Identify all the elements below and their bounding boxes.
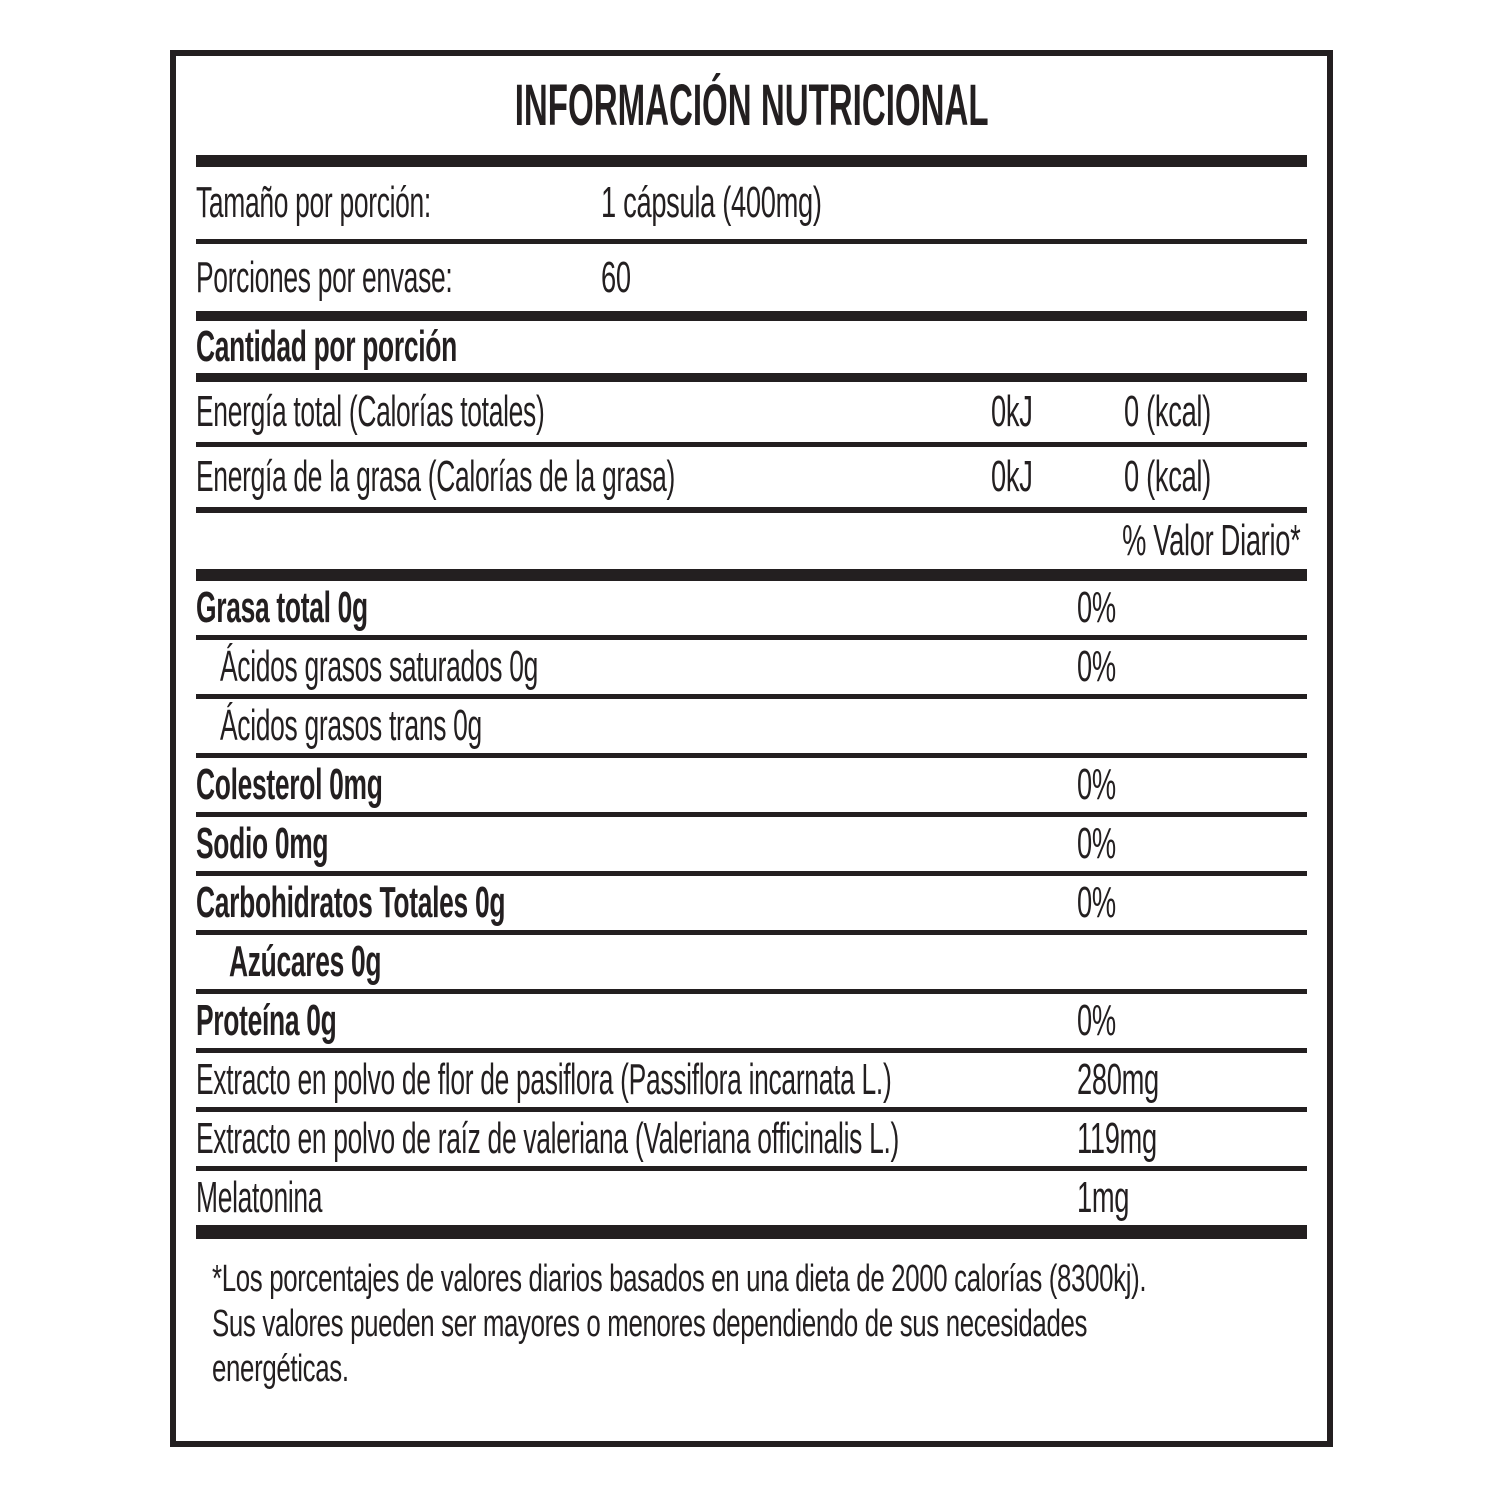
valerian-extract-label: Extracto en polvo de raíz de valeriana (Valeriana officinalis L.)	[196, 1114, 899, 1163]
divider-extra-thick	[196, 1225, 1307, 1239]
footnote-text: *Los porcentajes de valores diarios basados en una dieta de 2000 calorías (8300kj).	[212, 1258, 1147, 1300]
energy-fat-label: Energía de la grasa (Calorías de la grasa)	[196, 452, 675, 501]
row-servings-per-container	[196, 244, 1307, 311]
trans-fat-label: Ácidos grasos trans 0g	[220, 701, 482, 750]
valerian-extract-amount: 119mg	[1077, 1114, 1157, 1163]
section-header-label: Cantidad por porción	[196, 322, 457, 371]
row-trans-fat	[196, 699, 1307, 753]
row-passionflower-extract	[196, 1053, 1307, 1107]
sodium-daily-value: 0%	[1077, 819, 1116, 868]
divider-thick	[196, 373, 1307, 382]
footnote-text: Sus valores pueden ser mayores o menores dependiendo de sus necesidades	[212, 1303, 1088, 1345]
row-energy-fat	[196, 447, 1307, 507]
saturated-fat-daily-value: 0%	[1077, 642, 1116, 691]
sugars-label: Azúcares 0g	[229, 937, 382, 986]
label-content	[176, 56, 1327, 1441]
row-total-fat	[196, 581, 1307, 635]
row-saturated-fat	[196, 640, 1307, 694]
protein-label: Proteína 0g	[196, 996, 337, 1045]
row-total-carbohydrate	[196, 876, 1307, 930]
cholesterol-daily-value: 0%	[1077, 760, 1116, 809]
total-fat-daily-value: 0%	[1077, 583, 1116, 632]
row-energy-total	[196, 382, 1307, 442]
serving-size-label: Tamaño por porción:	[196, 178, 431, 227]
serving-size-value: 1 cápsula (400mg)	[601, 178, 822, 227]
melatonin-label: Melatonina	[196, 1173, 323, 1222]
row-sugars	[196, 935, 1307, 989]
passionflower-extract-amount: 280mg	[1077, 1055, 1159, 1104]
daily-value-footnote	[196, 1239, 1307, 1392]
divider-thick	[196, 569, 1307, 581]
row-amount-per-serving	[196, 321, 1307, 373]
daily-value-header-label: % Valor Diario*	[1122, 516, 1301, 565]
row-protein	[196, 994, 1307, 1048]
energy-total-label: Energía total (Calorías totales)	[196, 387, 545, 436]
row-melatonin	[196, 1171, 1307, 1225]
row-serving-size	[196, 167, 1307, 239]
energy-fat-kj-value: 0kJ	[991, 452, 1033, 501]
total-carbohydrate-label: Carbohidratos Totales 0g	[196, 878, 506, 927]
energy-total-kcal-value: 0 (kcal)	[1124, 387, 1211, 436]
footnote-text: energéticas.	[212, 1348, 349, 1390]
melatonin-amount: 1mg	[1077, 1173, 1130, 1222]
label-title: INFORMACIÓN NUTRICIONAL	[514, 73, 989, 138]
row-daily-value-header	[196, 513, 1307, 569]
cholesterol-label: Colesterol 0mg	[196, 760, 383, 809]
divider-thick	[196, 311, 1307, 321]
row-sodium	[196, 817, 1307, 871]
row-cholesterol	[196, 758, 1307, 812]
passionflower-extract-label: Extracto en polvo de flor de pasiflora (Passiflora incarnata L.)	[196, 1055, 892, 1104]
nutrition-facts-label	[170, 50, 1333, 1447]
footnote-line	[212, 1302, 1307, 1347]
footnote-line	[212, 1347, 1307, 1392]
total-fat-label: Grasa total 0g	[196, 583, 368, 632]
sodium-label: Sodio 0mg	[196, 819, 329, 868]
protein-daily-value: 0%	[1077, 996, 1116, 1045]
footnote-line	[212, 1257, 1307, 1302]
servings-count-value: 60	[601, 252, 631, 302]
energy-total-kj-value: 0kJ	[991, 387, 1033, 436]
servings-count-label: Porciones por envase:	[196, 252, 453, 302]
divider-thick	[196, 155, 1307, 167]
energy-fat-kcal-value: 0 (kcal)	[1124, 452, 1211, 501]
label-header	[196, 56, 1307, 155]
saturated-fat-label: Ácidos grasos saturados 0g	[220, 642, 538, 691]
total-carbohydrate-daily-value: 0%	[1077, 878, 1116, 927]
row-valerian-extract	[196, 1112, 1307, 1166]
